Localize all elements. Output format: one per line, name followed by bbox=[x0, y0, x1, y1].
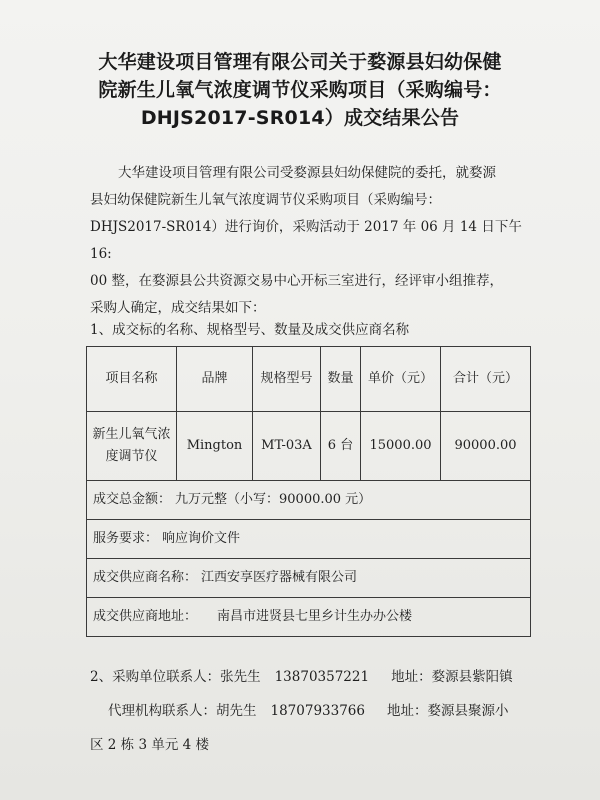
header-unit-price: 单价（元） bbox=[361, 347, 441, 412]
notice-title bbox=[40, 48, 560, 132]
header-name: 项目名称 bbox=[87, 347, 177, 412]
total-amount-label: 成交总金额： bbox=[93, 492, 172, 507]
address-label: 成交供应商地址： bbox=[93, 609, 198, 624]
table-row bbox=[87, 412, 531, 481]
item-model: MT-03A bbox=[253, 412, 321, 481]
service-label: 服务要求： bbox=[93, 531, 159, 546]
total-amount-row bbox=[87, 481, 531, 520]
intro-paragraph bbox=[90, 160, 530, 322]
title-line-1: 大华建设项目管理有限公司关于婺源县妇幼保健 bbox=[98, 51, 502, 73]
intro-line-1: 大华建设项目管理有限公司受婺源县妇幼保健院的委托，就婺源 bbox=[118, 165, 496, 181]
supplier-value: 江西安享医疗器械有限公司 bbox=[201, 570, 358, 585]
table-header-row bbox=[87, 347, 531, 412]
purchaser-contact-row bbox=[90, 660, 560, 694]
agency-phone: 18707933766 bbox=[270, 703, 365, 719]
header-qty: 数量 bbox=[321, 347, 361, 412]
agency-label: 代理机构联系人：胡先生 bbox=[108, 703, 257, 719]
item-qty: 6 台 bbox=[321, 412, 361, 481]
intro-line-2: 县妇幼保健院新生儿氧气浓度调节仪采购项目（采购编号： bbox=[90, 192, 441, 208]
supplier-label: 成交供应商名称： bbox=[93, 570, 198, 585]
item-total: 90000.00 bbox=[441, 412, 531, 481]
intro-line-5: 采购人确定，成交结果如下： bbox=[90, 300, 266, 316]
purchaser-label: 2、采购单位联系人：张先生 bbox=[90, 669, 261, 685]
intro-line-4: 00 整，在婺源县公共资源交易中心开标三室进行，经评审小组推荐， bbox=[90, 273, 503, 289]
purchaser-address: 地址：婺源县紫阳镇 bbox=[391, 669, 513, 685]
agency-contact-row bbox=[90, 694, 560, 728]
result-table bbox=[86, 346, 531, 637]
header-brand: 品牌 bbox=[177, 347, 253, 412]
supplier-row bbox=[87, 559, 531, 598]
agency-address: 地址：婺源县聚源小 bbox=[386, 703, 509, 719]
agency-address-continued: 区 2 栋 3 单元 4 楼 bbox=[90, 737, 210, 753]
service-row bbox=[87, 520, 531, 559]
item-name: 新生儿氧气浓度调节仪 bbox=[87, 412, 177, 481]
item-unit-price: 15000.00 bbox=[361, 412, 441, 481]
intro-line-3: DHJS2017-SR014）进行询价，采购活动于 2017 年 06 月 14 日下午 16: bbox=[90, 219, 522, 262]
address-row bbox=[87, 598, 531, 637]
title-line-3: DHJS2017-SR014）成交结果公告 bbox=[140, 107, 460, 129]
total-amount-value: 九万元整（小写：90000.00 元） bbox=[175, 492, 372, 507]
contacts-section bbox=[90, 660, 560, 762]
service-value: 响应询价文件 bbox=[162, 531, 241, 546]
header-model: 规格型号 bbox=[253, 347, 321, 412]
title-line-2: 院新生儿氧气浓度调节仪采购项目（采购编号： bbox=[98, 79, 502, 101]
section-1-heading: 1、成交标的名称、规格型号、数量及成交供应商名称 bbox=[90, 322, 410, 338]
item-brand: Mington bbox=[177, 412, 253, 481]
result-table-wrap bbox=[86, 346, 530, 637]
address-value: 南昌市进贤县七里乡计生办办公楼 bbox=[217, 609, 413, 624]
header-total: 合计（元） bbox=[441, 347, 531, 412]
purchaser-phone: 13870357221 bbox=[274, 669, 370, 685]
